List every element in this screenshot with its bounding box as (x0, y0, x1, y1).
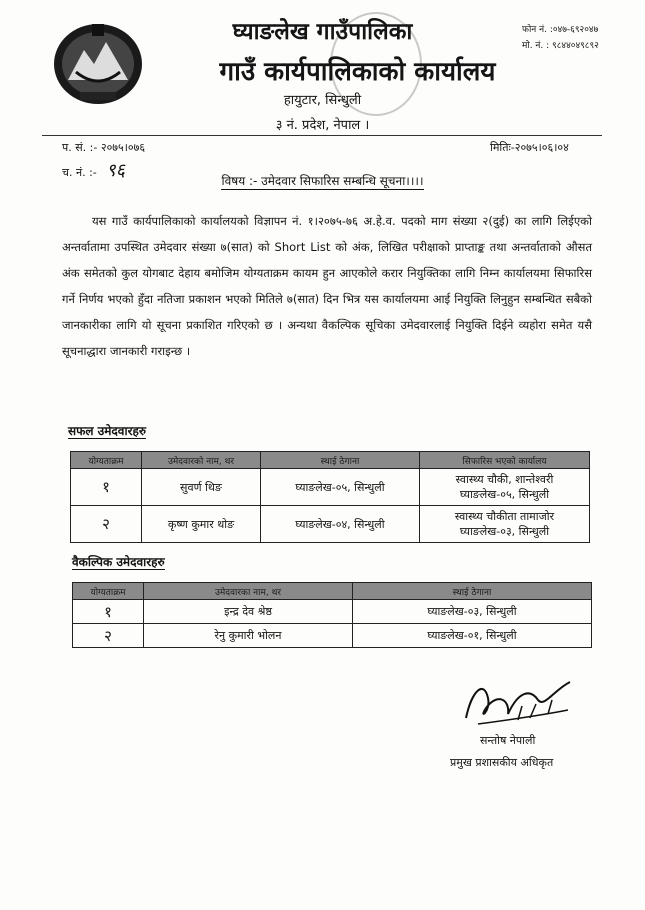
table-row (73, 624, 592, 648)
alternate-heading: वैकल्पिक उमेदवारहरु (72, 555, 165, 569)
signatory-name: सन्तोष नेपाली (480, 734, 536, 747)
office-address: हायुटार, सिन्धुली (283, 93, 362, 108)
name-cell: रेनु कुमारी भोलन (144, 624, 353, 648)
col-address: स्थाई ठेगाना (261, 452, 420, 469)
contact-block (522, 22, 599, 54)
col-name: उमेदवारका नाम, थर (144, 583, 353, 600)
ref-label: प. सं. :- (62, 141, 98, 154)
signature-icon (458, 670, 578, 730)
rank-cell: २ (73, 624, 144, 648)
col-address: स्थाई ठेगाना (353, 583, 592, 600)
reference-number (62, 140, 145, 155)
table-header-row (71, 452, 590, 469)
col-office: सिफारिस भएको कार्यालय (420, 452, 590, 469)
header-divider (42, 135, 602, 136)
address-cell: घ्याङलेख-०४, सिन्धुली (261, 506, 420, 543)
table-header-row (73, 583, 592, 600)
office-cell: स्वास्थ्य चौकी, शान्तेश्वरी घ्याङलेख-०५, सिन्धुली (420, 469, 590, 506)
successful-heading: सफल उमेदवारहरु (68, 424, 147, 438)
address-cell: घ्याङलेख-०३, सिन्धुली (353, 600, 592, 624)
province-line: ३ नं. प्रदेश, नेपाल । (275, 118, 370, 133)
subject-line (0, 172, 645, 189)
successful-candidates-table (70, 451, 590, 543)
municipality-name: घ्याङलेख गाउँपालिका (232, 19, 413, 45)
address-cell: घ्याङलेख-०५, सिन्धुली (261, 469, 420, 506)
signatory-title: प्रमुख प्रशासकीय अधिकृत (450, 756, 554, 769)
alternate-candidates-table (72, 582, 592, 648)
rank-cell: १ (71, 469, 142, 506)
rank-cell: २ (71, 506, 142, 543)
table-row (71, 506, 590, 543)
office-name: गाउँ कार्यपालिकाको कार्यालय (219, 57, 496, 87)
notice-body: यस गाउँ कार्यपालिकाको कार्यालयको विज्ञापन नं. १।२०७५-७६ अ.हे.व. पदको माग संख्या २(दुई) का लागि लिईएको अन्तर्वातामा उपस्थित उमेदवार संख्या ७(सात) को Short List को अंक, लिखित परीक्षाको प्राप्ताङ्क तथा अन्तर्वाताको औसत अंक समेतको कुल योगबाट देहाय बमोजिम योग्यताक्रम कायम हुन आएकोले करार नियुक्तिका लागि निम्न कार्यालयमा सिफारिस गर्ने निर्णय भएको हुँदा नतिजा प्रकाशन भएको मितिले ७(सात) दिन भित्र यस कार्यालयमा आई नियुक्ति लिनुहुन सम्बन्धित सबैको जानकारीका लागि यो सूचना प्रकाशित गरिएको छ । अन्यथा वैकल्पिक सूचिका उमेदवारलाई नियुक्ति दिईने व्यहोरा समेत यसै सूचनाद्धारा जानकारी गराइन्छ । (62, 214, 592, 358)
notice-date: मितिः-२०७५।०६।०४ (490, 141, 569, 154)
table-row (71, 469, 590, 506)
phone-number: फोन नं. :०४७-६९२०४७ (522, 25, 599, 35)
ref-value: २०७५।०७६ (100, 141, 146, 154)
table-row (73, 600, 592, 624)
office-cell: स्वास्थ्य चौकीता तामाजोर घ्याङलेख-०३, सिन्धुली (420, 506, 590, 543)
subject-text: विषय :- उमेदवार सिफारिस सम्बन्धि सूचना।।।। (221, 174, 424, 188)
col-rank: योग्यताक्रम (73, 583, 144, 600)
col-name: उमेदवारको नाम, थर (142, 452, 261, 469)
address-cell: घ्याङलेख-०१, सिन्धुली (353, 624, 592, 648)
col-rank: योग्यताक्रम (71, 452, 142, 469)
name-cell: इन्द्र देव श्रेष्ठ (144, 600, 353, 624)
name-cell: सुवर्ण थिङ (142, 469, 261, 506)
name-cell: कृष्ण कुमार थोङ (142, 506, 261, 543)
dispatch-label: च. नं. :- (62, 166, 97, 179)
dispatch-value: ९६ (106, 160, 125, 181)
mobile-number: मो. नं. : ९८४४०४९८९२ (522, 41, 599, 51)
rank-cell: १ (73, 600, 144, 624)
